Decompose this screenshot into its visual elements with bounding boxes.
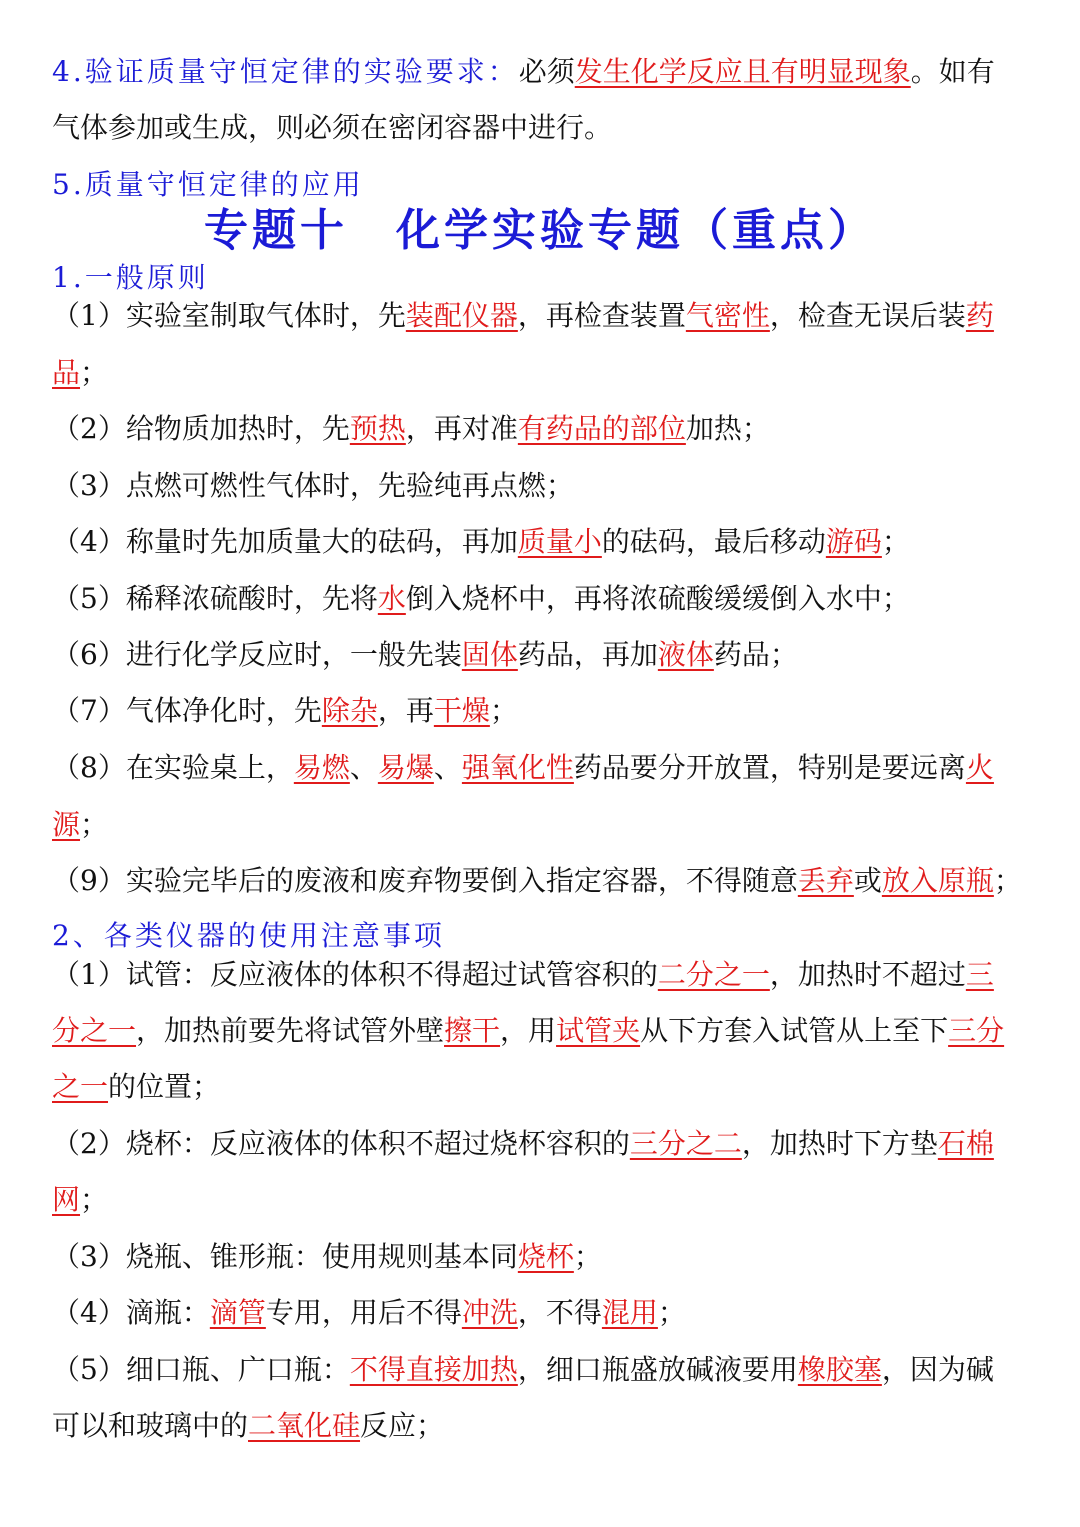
sec2-item-5-cont xyxy=(52,1406,444,1446)
text: ，加热时下方垫 xyxy=(741,1127,938,1160)
answer: 冲洗 xyxy=(461,1296,518,1329)
s4-heading: 4.验证质量守恒定律的实验要求： xyxy=(52,55,519,88)
text: ，加热时不超过 xyxy=(769,958,966,991)
text: 药品； xyxy=(713,638,798,671)
text: ，细口瓶盛放碱液要用 xyxy=(517,1353,798,1386)
answer: 之一 xyxy=(52,1070,109,1103)
text: ，检查无误后装 xyxy=(769,299,966,332)
answer: 放入原瓶 xyxy=(881,864,994,897)
answer: 易爆 xyxy=(377,751,434,784)
answer: 气密性 xyxy=(685,299,770,332)
answer: 二分之一 xyxy=(657,958,770,991)
answer: 不得直接加热 xyxy=(349,1353,518,1386)
sec1-item-6 xyxy=(52,635,798,675)
text: ； xyxy=(657,1296,686,1329)
answer: 游码 xyxy=(825,525,882,558)
answer: 烧杯 xyxy=(517,1240,574,1273)
text: （3）烧瓶、锥形瓶：使用规则基本同 xyxy=(52,1240,518,1273)
sec1-item-8-cont xyxy=(52,805,108,845)
text: 的位置； xyxy=(108,1070,221,1103)
text: 可以和玻璃中的 xyxy=(52,1409,249,1442)
sec2-item-3 xyxy=(52,1237,602,1277)
answer: 质量小 xyxy=(517,525,602,558)
sec2-item-1-cont2 xyxy=(52,1067,220,1107)
s5-heading: 5.质量守恒定律的应用 xyxy=(52,168,364,201)
text: 或 xyxy=(853,864,882,897)
text: （6）进行化学反应时，一般先装 xyxy=(52,638,462,671)
answer: 网 xyxy=(52,1183,81,1216)
text: ； xyxy=(80,1183,109,1216)
sec1-heading: 1.一般原则 xyxy=(52,261,209,294)
answer: 擦干 xyxy=(444,1014,501,1047)
answer: 干燥 xyxy=(433,694,490,727)
text: 、 xyxy=(433,751,462,784)
text: ，再对准 xyxy=(405,412,518,445)
text: （3）点燃可燃性气体时，先验纯再点燃； xyxy=(52,469,574,502)
answer: 品 xyxy=(52,356,81,389)
answer: 混用 xyxy=(601,1296,658,1329)
answer: 试管夹 xyxy=(556,1014,641,1047)
answer: 水 xyxy=(377,582,406,615)
text: （5）细口瓶、广口瓶： xyxy=(52,1353,350,1386)
sec1-item-9 xyxy=(52,861,1022,901)
answer: 二氧化硅 xyxy=(248,1409,361,1442)
answer: 装配仪器 xyxy=(405,299,518,332)
text: ，因为碱 xyxy=(881,1353,994,1386)
sec1-item-5 xyxy=(52,579,910,619)
sec2-item-1 xyxy=(52,955,994,995)
text: （1）试管：反应液体的体积不得超过试管容积的 xyxy=(52,958,658,991)
answer: 液体 xyxy=(657,638,714,671)
sec2-item-2 xyxy=(52,1124,994,1164)
s4-line-2: 气体参加或生成，则必须在密闭容器中进行。 xyxy=(52,111,613,144)
answer: 滴管 xyxy=(209,1296,266,1329)
text: ； xyxy=(573,1240,602,1273)
sec2-item-5 xyxy=(52,1350,994,1390)
text: ，再 xyxy=(377,694,434,727)
sec1-item-8 xyxy=(52,748,994,788)
text: 倒入烧杯中，再将浓硫酸缓缓倒入水中； xyxy=(405,582,910,615)
text: （4）滴瓶： xyxy=(52,1296,210,1329)
sec2-item-4 xyxy=(52,1293,686,1333)
answer: 石棉 xyxy=(937,1127,994,1160)
text: ，用 xyxy=(500,1014,557,1047)
text: 、 xyxy=(349,751,378,784)
sec1-item-2 xyxy=(52,409,770,449)
answer: 有药品的部位 xyxy=(517,412,686,445)
text: ； xyxy=(80,808,109,841)
answer: 强氧化性 xyxy=(461,751,574,784)
sec1-item-1 xyxy=(52,296,994,336)
text: （4）称量时先加质量大的砝码，再加 xyxy=(52,525,518,558)
text: ，加热前要先将试管外壁 xyxy=(136,1014,445,1047)
answer: 橡胶塞 xyxy=(797,1353,882,1386)
text: ； xyxy=(993,864,1022,897)
text: （8）在实验桌上， xyxy=(52,751,294,784)
text: ； xyxy=(80,356,109,389)
s4-line-1 xyxy=(52,52,995,92)
text: （9）实验完毕后的废液和废弃物要倒入指定容器，不得随意 xyxy=(52,864,798,897)
answer: 药 xyxy=(965,299,994,332)
sec1-item-3 xyxy=(52,466,574,506)
text: （2）烧杯：反应液体的体积不超过烧杯容积的 xyxy=(52,1127,630,1160)
answer: 三 xyxy=(965,958,994,991)
answer: 除杂 xyxy=(321,694,378,727)
answer: 预热 xyxy=(349,412,406,445)
sec2-item-1-cont xyxy=(52,1011,1004,1051)
text: ，再检查装置 xyxy=(517,299,686,332)
text: ； xyxy=(489,694,518,727)
text: （5）稀释浓硫酸时，先将 xyxy=(52,582,378,615)
text: （2）给物质加热时，先 xyxy=(52,412,350,445)
text: 专用，用后不得 xyxy=(265,1296,462,1329)
text: （1）实验室制取气体时，先 xyxy=(52,299,406,332)
text: ； xyxy=(881,525,910,558)
text: （7）气体净化时，先 xyxy=(52,694,322,727)
sec1-item-1-cont xyxy=(52,353,108,393)
sec2-heading: 2、各类仪器的使用注意事项 xyxy=(52,919,445,952)
s4-answer: 发生化学反应且有明显现象 xyxy=(574,55,911,88)
sec1-item-7 xyxy=(52,691,518,731)
answer: 分之一 xyxy=(52,1014,137,1047)
text: 药品，再加 xyxy=(517,638,658,671)
text: 从下方套入试管从上至下 xyxy=(640,1014,949,1047)
page-title: 专题十 化学实验专题（重点） xyxy=(204,205,876,256)
answer: 火 xyxy=(965,751,994,784)
s4-text: 。如有 xyxy=(910,55,995,88)
answer: 固体 xyxy=(461,638,518,671)
text: 加热； xyxy=(685,412,770,445)
sec1-item-4 xyxy=(52,522,910,562)
text: 反应； xyxy=(360,1409,445,1442)
text: 药品要分开放置，特别是要远离 xyxy=(573,751,966,784)
sec2-item-2-cont xyxy=(52,1180,108,1220)
answer: 易燃 xyxy=(293,751,350,784)
answer: 三分 xyxy=(948,1014,1005,1047)
text: 的砝码，最后移动 xyxy=(601,525,826,558)
answer: 丢弃 xyxy=(797,864,854,897)
s4-text: 必须 xyxy=(518,55,575,88)
answer: 三分之二 xyxy=(629,1127,742,1160)
answer: 源 xyxy=(52,808,81,841)
text: ，不得 xyxy=(517,1296,602,1329)
